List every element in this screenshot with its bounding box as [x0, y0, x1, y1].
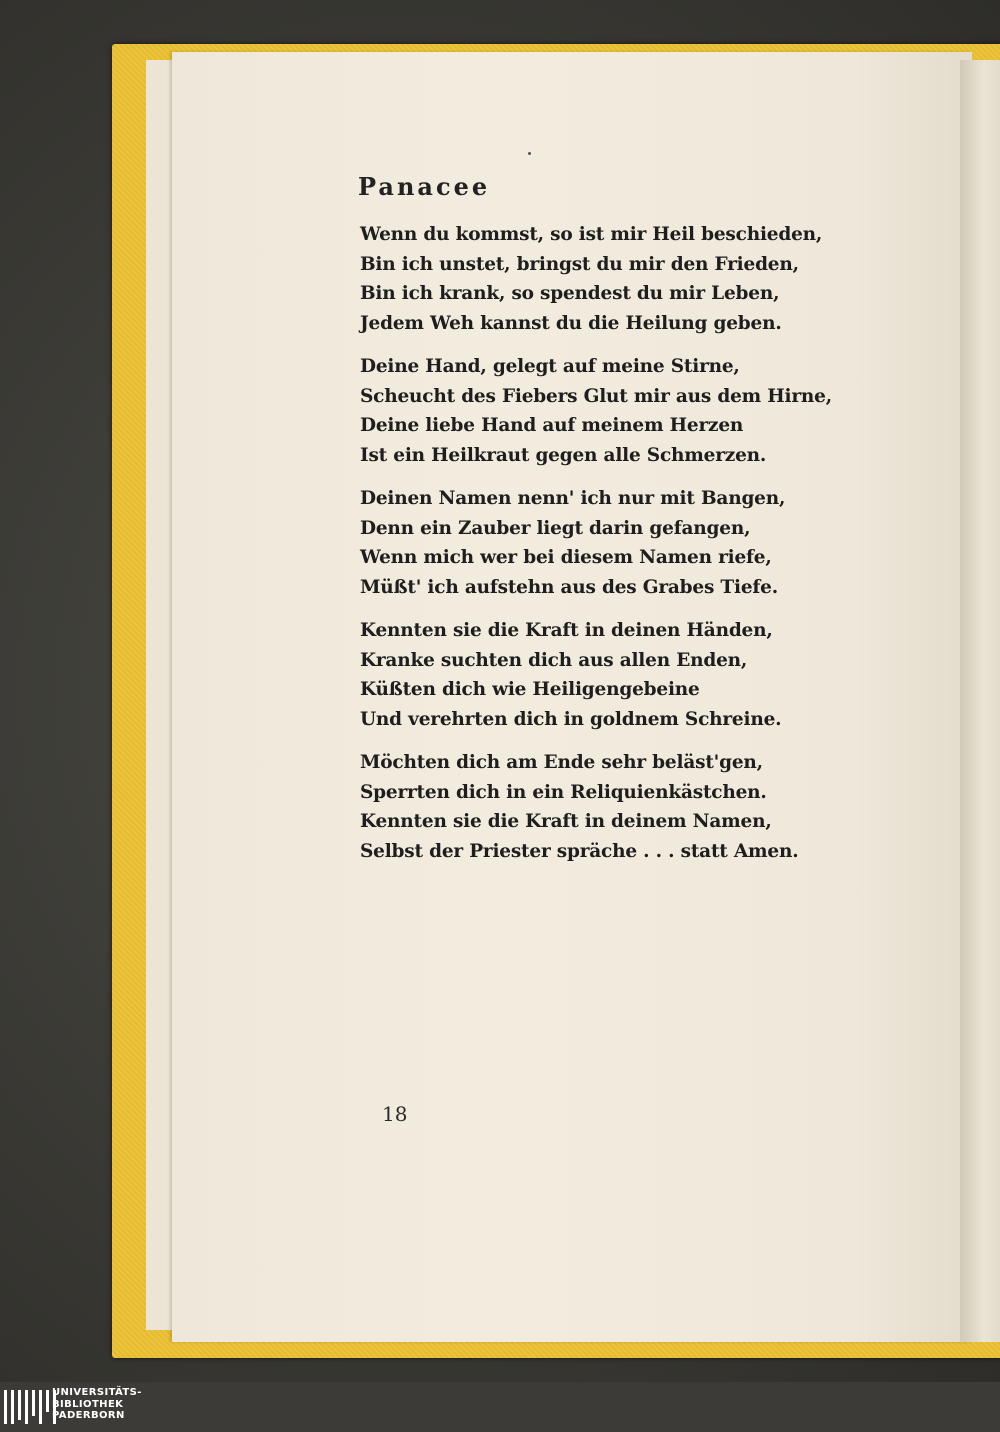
- poem-line: Bin ich krank, so spendest du mir Leben,: [360, 283, 780, 304]
- library-footer: [0, 1382, 1000, 1432]
- poem-line: Sperrten dich in ein Reliquienkästchen.: [360, 781, 767, 803]
- poem-line: Kranke suchten dich aus allen Enden,: [360, 649, 748, 671]
- stanza-1: [360, 220, 823, 338]
- stanza-2: [360, 352, 832, 470]
- poem-line: Bin ich unstet, bringst du mir den Frieden,: [360, 253, 799, 275]
- page-number: 18: [382, 1102, 408, 1126]
- poem-line: Ist ein Heilkraut gegen alle Schmerzen.: [360, 444, 767, 466]
- poem-line: Und verehrten dich in goldnem Schreine.: [360, 708, 782, 730]
- poem-line: Müßt' ich aufstehn aus des Grabes Tiefe.: [360, 576, 778, 598]
- library-name: [52, 1387, 142, 1422]
- library-name-line: PADERBORN: [52, 1410, 125, 1421]
- poem-title: Panacee: [358, 172, 491, 201]
- facing-page-edge: [960, 60, 1000, 1342]
- library-name-line: UNIVERSITÄTS-: [52, 1387, 142, 1398]
- poem-line: Wenn du kommst, so ist mir Heil beschieden,: [360, 224, 823, 245]
- poem-line: Denn ein Zauber liegt darin gefangen,: [360, 517, 751, 539]
- poem-line: Deinen Namen nenn' ich nur mit Bangen,: [360, 488, 786, 509]
- poem-line: Küßten dich wie Heiligengebeine: [360, 679, 700, 700]
- poem-line: Scheucht des Fiebers Glut mir aus dem Hirne,: [360, 385, 832, 407]
- stanza-3: [360, 484, 786, 602]
- poem-line: Jedem Weh kannst du die Heilung geben.: [360, 312, 782, 334]
- poem-line: Deine Hand, gelegt auf meine Stirne,: [360, 356, 740, 377]
- poem-line: Wenn mich wer bei diesem Namen riefe,: [360, 547, 772, 568]
- library-name-line: BIBLIOTHEK: [52, 1398, 124, 1410]
- poem-line: Deine liebe Hand auf meinem Herzen: [360, 415, 744, 436]
- poem-line: Kennten sie die Kraft in deinem Namen,: [360, 811, 772, 832]
- stanza-5: [360, 748, 799, 866]
- library-logo-icon: [4, 1390, 56, 1424]
- poem-line: Möchten dich am Ende sehr beläst'gen,: [360, 752, 763, 773]
- stanza-4: [360, 616, 780, 734]
- ink-speck: [528, 152, 531, 155]
- poem-line: Selbst der Priester spräche . . . statt Amen.: [360, 840, 799, 862]
- poem-line: Kennten sie die Kraft in deinen Händen,: [360, 620, 773, 641]
